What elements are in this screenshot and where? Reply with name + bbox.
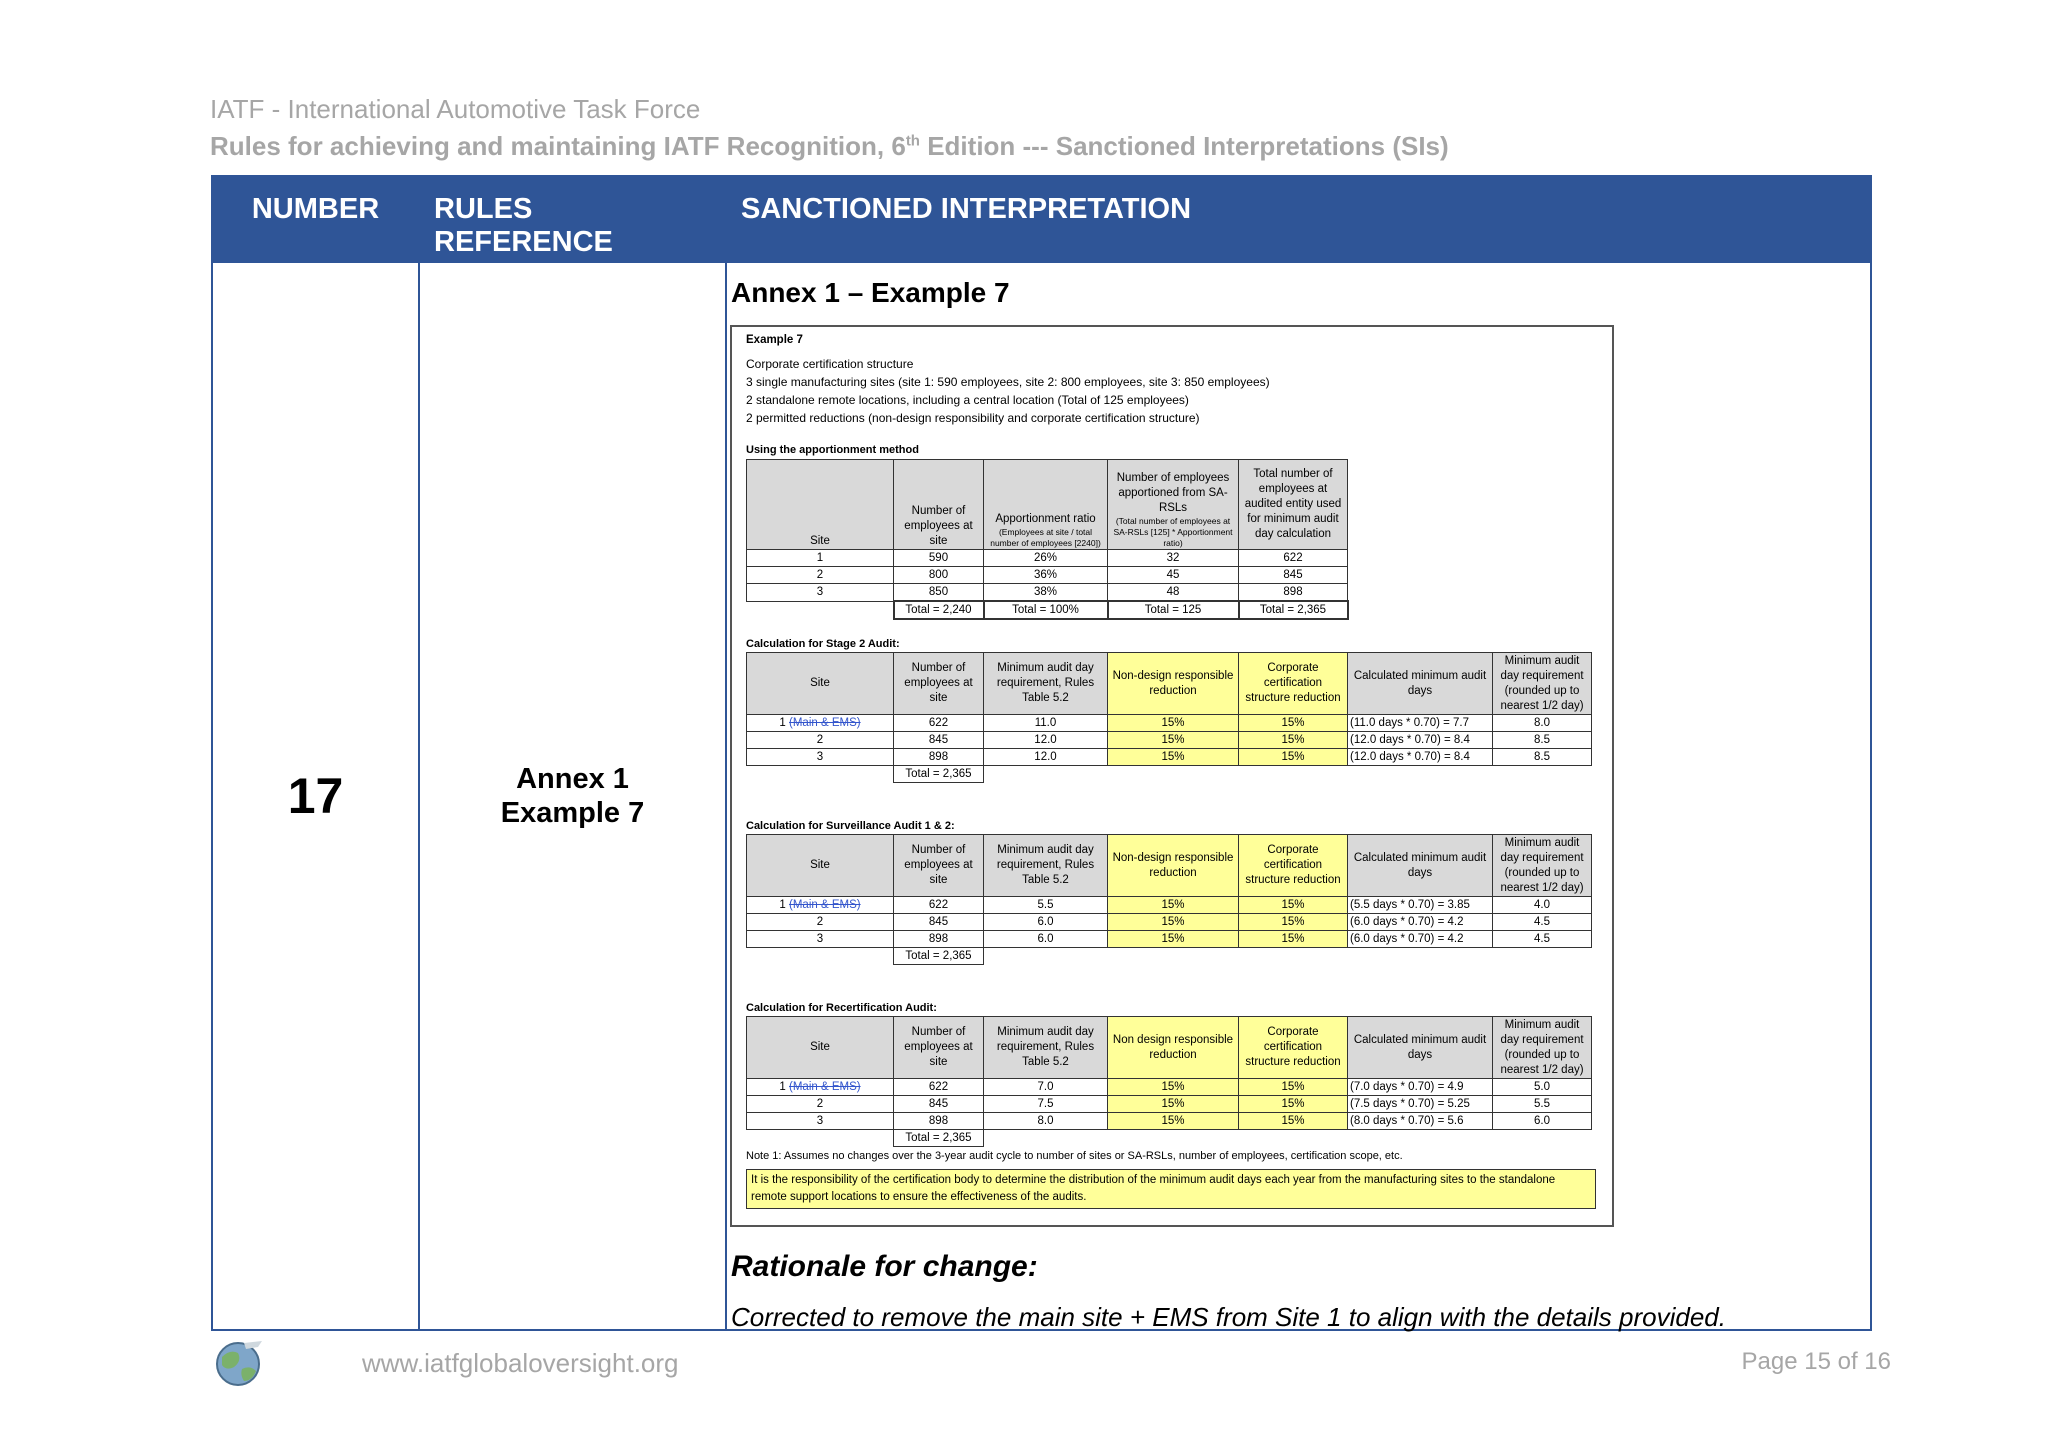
si-title: Annex 1 – Example 7 (731, 277, 1010, 308)
recert-table: Site Number of employees at site Minimum audit day requirement, Rules Table 5.2 Non design responsible reduction Corporate certification structure reduction Calculated minimum audit days Minimum audit day requirement (rounded up to nearest 1/2 day) 1 (Main & EMS) 622 7.0 15% 15% (7.0 days * 0.70) = 4.9 5.0 2 845 7.5 15% 15% (7.5 days * 0.70) = 5.25 5.5 3 898 8.0 15% 15% (8.0 days * 0.70) = 5.6 6.0 Total = 2,365 (746, 1016, 1592, 1147)
note-1: Note 1: Assumes no changes over the 3-year audit cycle to number of sites or SA-RSLs, number of employees, certification scope, etc. (746, 1150, 1403, 1162)
stage2-table: Site Number of employees at site Minimum audit day requirement, Rules Table 5.2 Non-design responsible reduction Corporate certification structure reduction Calculated minimum audit days Minimum audit day requirement (rounded up to nearest 1/2 day) 1 (Main & EMS) 622 11.0 15% 15% (11.0 days * 0.70) = 7.7 8.0 2 845 12.0 15% 15% (12.0 days * 0.70) = 8.4 8.5 3 898 12.0 15% 15% (12.0 days * 0.70) = 8.4 8.5 Total = 2,365 (746, 652, 1592, 783)
table-header: Number of employees apportioned from SA-RSLs (Total number of employees at SA-RSLs [125] * Apportionment ratio) (1108, 460, 1239, 550)
rationale-body: Corrected to remove the main site + EMS from Site 1 to align with the details provided. (731, 1302, 1726, 1332)
table-total-row: Total = 2,365 (747, 948, 1592, 965)
table-header: Number of employees at site (894, 460, 984, 550)
footer-url[interactable]: www.iatfglobaloversight.org (362, 1348, 679, 1378)
rationale-title: Rationale for change: (731, 1250, 1038, 1283)
surveillance-title: Calculation for Surveillance Audit 1 & 2: (746, 820, 955, 832)
table-row: 1 (Main & EMS) 622 11.0 15% 15% (11.0 days * 0.70) = 7.7 8.0 (747, 715, 1592, 732)
document-header-org: IATF - International Automotive Task Force (210, 94, 701, 124)
rules-reference: Annex 1 Example 7 (500, 763, 645, 829)
example-line: Corporate certification structure (746, 357, 914, 371)
table-total-row: Total = 2,365 (747, 766, 1592, 783)
page-number: Page 15 of 16 (1741, 1348, 1891, 1375)
surveillance-table: Site Number of employees at site Minimum audit day requirement, Rules Table 5.2 Non-design responsible reduction Corporate certification structure reduction Calculated minimum audit days Minimum audit day requirement (rounded up to nearest 1/2 day) 1 (Main & EMS) 622 5.5 15% 15% (5.5 days * 0.70) = 3.85 4.0 2 845 6.0 15% 15% (6.0 days * 0.70) = 4.2 4.5 3 898 6.0 15% 15% (6.0 days * 0.70) = 4.2 4.5 Total = 2,365 (746, 834, 1592, 965)
table-row: 3 898 6.0 15% 15% (6.0 days * 0.70) = 4.2 4.5 (747, 931, 1592, 948)
table-row: 2 845 12.0 15% 15% (12.0 days * 0.70) = 8.4 8.5 (747, 732, 1592, 749)
col-header-sanctioned-interpretation: SANCTIONED INTERPRETATION (727, 177, 1870, 263)
table-header: Site (747, 460, 894, 550)
apportion-table (746, 459, 1349, 620)
column-divider (725, 177, 727, 1329)
si-number: 17 (287, 768, 344, 824)
column-divider (418, 177, 420, 1329)
table-row: 1 590 26% 32 622 (747, 550, 1348, 567)
table-row: 2 800 36% 45 845 (747, 567, 1348, 584)
col-header-rules-reference: RULES REFERENCE (420, 177, 725, 263)
table-header: Total number of employees at audited entity used for minimum audit day calculation (1239, 460, 1348, 550)
recert-title: Calculation for Recertification Audit: (746, 1002, 937, 1014)
stage2-title: Calculation for Stage 2 Audit: (746, 638, 900, 650)
table-total-row: Total = 2,365 (747, 1130, 1592, 1147)
col-header-number: NUMBER (213, 177, 418, 263)
table-header: Apportionment ratio (Employees at site / total number of employees [2240]) (984, 460, 1108, 550)
table-row: 1 (Main & EMS) 622 5.5 15% 15% (5.5 days * 0.70) = 3.85 4.0 (747, 897, 1592, 914)
table-row: 1 (Main & EMS) 622 7.0 15% 15% (7.0 days * 0.70) = 4.9 5.0 (747, 1079, 1592, 1096)
table-row: 3 898 12.0 15% 15% (12.0 days * 0.70) = 8.4 8.5 (747, 749, 1592, 766)
apportion-title: Using the apportionment method (746, 444, 919, 456)
example-line: 2 permitted reductions (non-design responsibility and corporate certification structure) (746, 411, 1200, 425)
table-row: 3 850 38% 48 898 (747, 584, 1348, 602)
iatf-globe-logo (212, 1337, 268, 1387)
example-7-image (730, 325, 1614, 1227)
example-title: Example 7 (746, 334, 803, 346)
example-line: 3 single manufacturing sites (site 1: 590 employees, site 2: 800 employees, site 3: 850 employees) (746, 375, 1270, 389)
cb-responsibility-note: It is the responsibility of the certification body to determine the distribution of the minimum audit days each year from the manufacturing sites to the standalone remote support locations to ensure the effectiveness of the audits. (746, 1169, 1596, 1209)
table-row: 2 845 7.5 15% 15% (7.5 days * 0.70) = 5.25 5.5 (747, 1096, 1592, 1113)
table-row: 3 898 8.0 15% 15% (8.0 days * 0.70) = 5.6 6.0 (747, 1113, 1592, 1130)
table-row: 2 845 6.0 15% 15% (6.0 days * 0.70) = 4.2 4.5 (747, 914, 1592, 931)
si-table (211, 175, 1872, 1331)
example-line: 2 standalone remote locations, including a central location (Total of 125 employees) (746, 393, 1189, 407)
table-total-row: Total = 2,240 Total = 100% Total = 125 Total = 2,365 (747, 601, 1348, 619)
document-header-title: Rules for achieving and maintaining IATF Recognition, 6th Edition --- Sanctioned Interpretations (SIs) (210, 131, 1449, 161)
